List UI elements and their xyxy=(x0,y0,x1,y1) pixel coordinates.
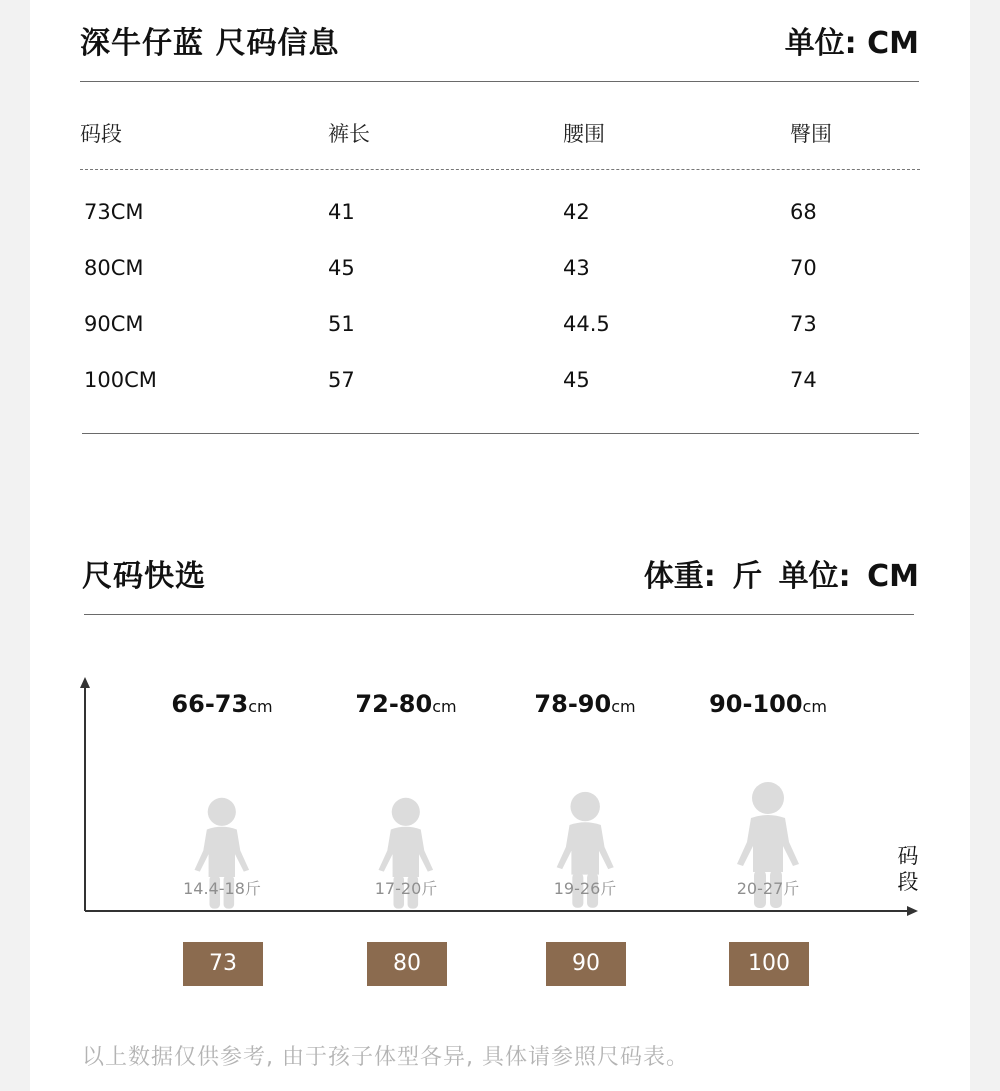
table-cell: 90CM xyxy=(84,312,144,336)
y-axis-arrow xyxy=(80,677,90,688)
table-cell: 51 xyxy=(328,312,355,336)
size-tag-73[interactable]: 73 xyxy=(183,942,263,986)
table-cell: 44.5 xyxy=(563,312,610,336)
height-range-value: 90-100 xyxy=(709,690,803,718)
height-range-value: 66-73 xyxy=(171,690,249,718)
column-header-length: 裤长 xyxy=(328,122,370,146)
height-range-label xyxy=(505,690,665,718)
quick-select-unit: 体重: 斤 单位: CM xyxy=(643,559,919,594)
weight-range-label: 19-26斤 xyxy=(553,879,617,898)
table-cell: 70 xyxy=(790,256,817,280)
quick-select-title: 尺码快选 xyxy=(82,559,206,594)
size-table-title: 深牛仔蓝 尺码信息 xyxy=(80,26,340,61)
table-cell: 45 xyxy=(563,368,590,392)
column-header-size: 码段 xyxy=(80,122,122,146)
weight-range-label: 17-20斤 xyxy=(374,879,438,898)
size-tag-80[interactable]: 80 xyxy=(367,942,447,986)
height-range-label xyxy=(142,690,302,718)
table-cell: 73 xyxy=(790,312,817,336)
height-range-unit: cm xyxy=(802,697,827,716)
table-cell: 41 xyxy=(328,200,355,224)
size-table-unit: 单位: CM xyxy=(784,26,919,61)
table-cell: 42 xyxy=(563,200,590,224)
table-cell: 80CM xyxy=(84,256,144,280)
footnote: 以上数据仅供参考, 由于孩子体型各异, 具体请参照尺码表。 xyxy=(82,1045,689,1070)
height-range-unit: cm xyxy=(611,697,636,716)
height-range-unit: cm xyxy=(432,697,457,716)
height-range-value: 72-80 xyxy=(355,690,433,718)
height-range-label xyxy=(326,690,486,718)
size-tag-100[interactable]: 100 xyxy=(729,942,809,986)
height-range-value: 78-90 xyxy=(534,690,612,718)
x-axis-label: 码段 xyxy=(897,844,919,894)
table-cell: 100CM xyxy=(84,368,157,392)
table-cell: 43 xyxy=(563,256,590,280)
table-cell: 74 xyxy=(790,368,817,392)
table-cell: 68 xyxy=(790,200,817,224)
weight-range-label: 14.4-18斤 xyxy=(183,879,261,898)
height-range-unit: cm xyxy=(248,697,273,716)
table-cell: 57 xyxy=(328,368,355,392)
height-range-label xyxy=(688,690,848,718)
column-header-hip: 臀围 xyxy=(790,122,832,146)
size-tag-90[interactable]: 90 xyxy=(546,942,626,986)
column-header-waist: 腰围 xyxy=(563,122,605,146)
table-cell: 45 xyxy=(328,256,355,280)
table-cell: 73CM xyxy=(84,200,144,224)
x-axis-arrow xyxy=(907,906,918,916)
weight-range-label: 20-27斤 xyxy=(736,879,800,898)
